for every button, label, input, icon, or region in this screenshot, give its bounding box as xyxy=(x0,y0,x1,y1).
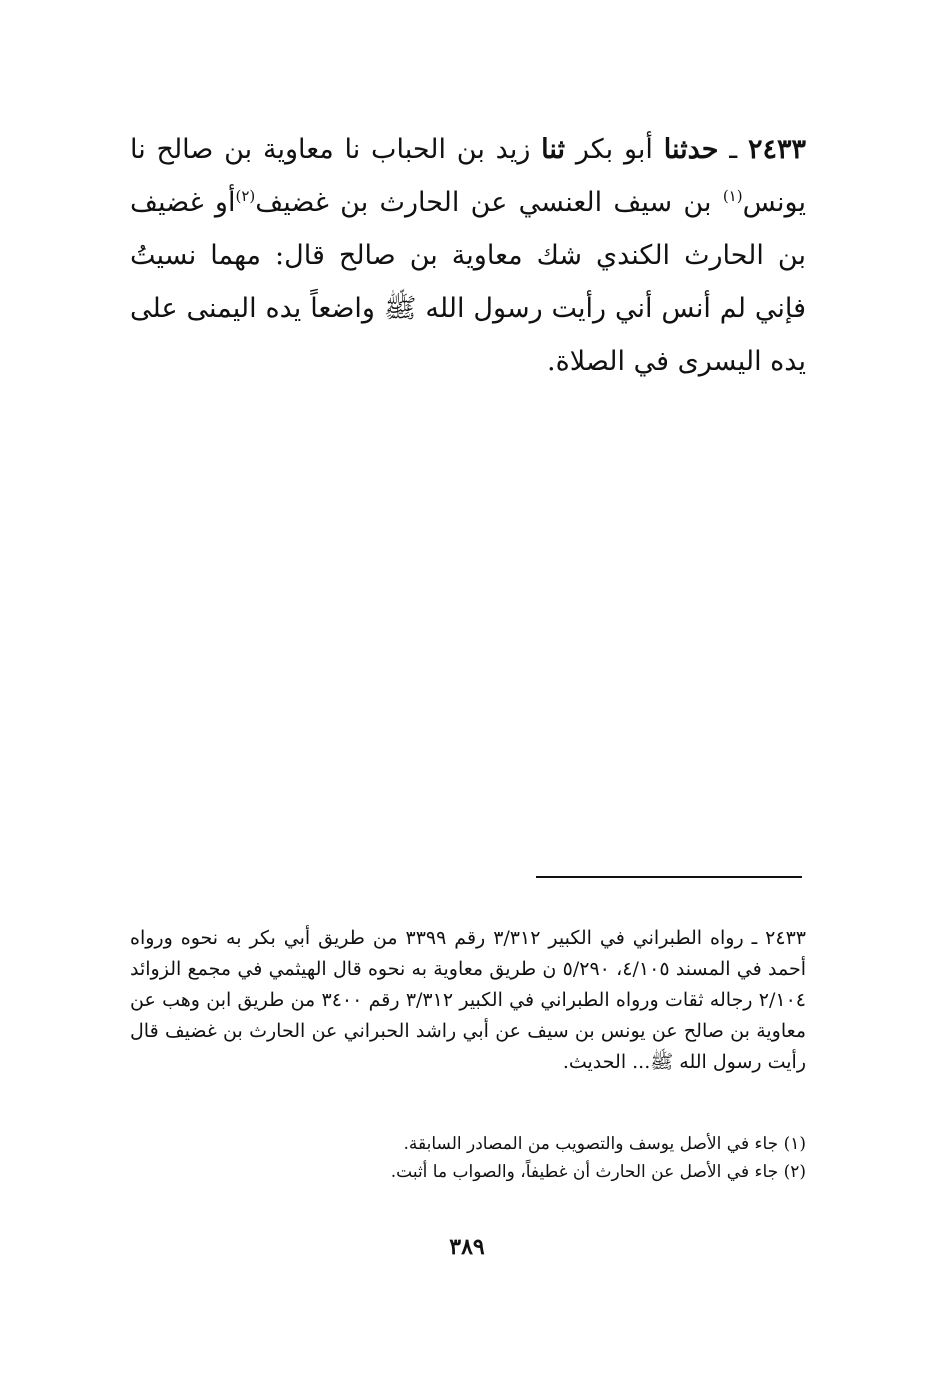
page-number: ٣٨٩ xyxy=(449,1234,485,1260)
hadith-segment-2: زيد بن الحباب نا معاوية بن صالح نا يونس xyxy=(130,134,806,218)
hadith-segment-1: أبو بكر xyxy=(565,134,664,165)
footnote-separator xyxy=(536,876,802,878)
footnote-marker-2: (٢) xyxy=(235,187,256,205)
hadith-text xyxy=(130,123,806,388)
takhrij-number: ٢٤٣٣ xyxy=(765,927,806,949)
hadith-thana: ثنا xyxy=(541,134,566,165)
footnotes xyxy=(130,1130,806,1186)
footnote-2: (٢) جاء في الأصل عن الحارث أن غطيفاً، والصواب ما أثبت. xyxy=(390,1162,806,1182)
hadith-dash: ـ xyxy=(718,134,748,165)
takhrij-note xyxy=(130,923,806,1078)
hadith-number: ٢٤٣٣ xyxy=(747,134,806,165)
footnote-1: (١) جاء في الأصل يوسف والتصويب من المصادر السابقة. xyxy=(403,1134,806,1154)
hadith-segment-4: أو غضيف بن الحارث الكندي شك معاوية بن صالح قال: مهما نسيتُ فإني لم أنس أني رأيت رسول الله ﷺ واضعاً يده اليمنى على يده اليسرى في الصلاة. xyxy=(130,187,806,377)
hadith-haddathana: حدثنا xyxy=(663,134,719,165)
hadith-segment-3: بن سيف العنسي عن الحارث بن غضيف xyxy=(255,187,723,218)
takhrij-text: رواه الطبراني في الكبير ٣/٣١٢ رقم ٣٣٩٩ من طريق أبي بكر به نحوه ورواه أحمد في المسند ٤/١٠٥، ٥/٢٩٠ ن طريق معاوية به نحوه قال الهيثمي في مجمع الزوائد ٢/١٠٤ رجاله ثقات ورواه الطبراني في الكبير ٣/٣١٢ رقم ٣٤٠٠ من طريق ابن وهب عن معاوية بن صالح عن يونس بن سيف عن أبي راشد الحبراني عن الحارث بن غضيف قال رأيت رسول الله ﷺ... الحديث. xyxy=(130,927,807,1073)
takhrij-dash: ـ xyxy=(743,927,766,949)
footnote-marker-1: (١) xyxy=(722,187,743,205)
